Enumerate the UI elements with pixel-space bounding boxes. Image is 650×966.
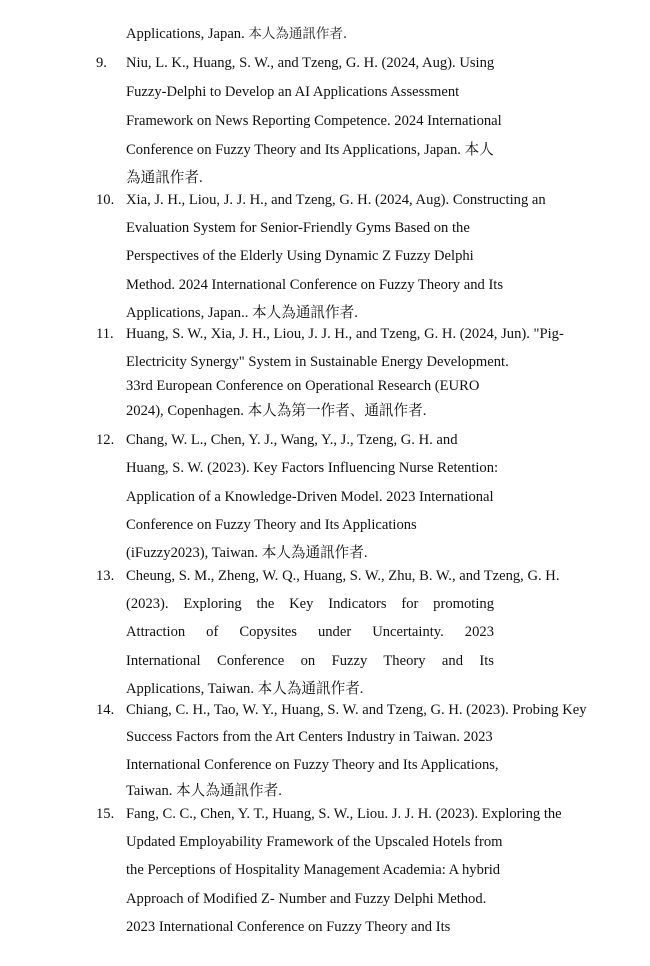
reference-number: 14. [96, 702, 115, 718]
reference-line: Huang, S. W., Xia, J. H., Liou, J. J. H., and Tzeng, G. H. (2024, Jun). "Pig- [126, 326, 564, 342]
reference-number: 9. [96, 55, 107, 71]
reference-line: Chiang, C. H., Tao, W. Y., Huang, S. W. and Tzeng, G. H. (2023). Probing Key [126, 702, 587, 718]
reference-line: (iFuzzy2023), Taiwan. 本人為通訊作者. [126, 545, 368, 561]
reference-number: 13. [96, 568, 115, 584]
reference-number: 10. [96, 192, 115, 208]
reference-line: Conference on Fuzzy Theory and Its Applications [126, 517, 417, 533]
reference-line: Electricity Synergy" System in Sustainable Energy Development. [126, 354, 509, 370]
reference-line: Conference on Fuzzy Theory and Its Applications, Japan. 本人 [126, 142, 494, 158]
reference-line: Fuzzy-Delphi to Develop an AI Applications Assessment [126, 84, 460, 100]
reference-line: Xia, J. H., Liou, J. J. H., and Tzeng, G. H. (2024, Aug). Constructing an [126, 192, 546, 208]
reference-line: Cheung, S. M., Zheng, W. Q., Huang, S. W., Zhu, B. W., and Tzeng, G. H. [126, 568, 560, 584]
reference-line: Applications, Japan.. 本人為通訊作者. [126, 305, 358, 321]
reference-line: Framework on News Reporting Competence. 2024 International [126, 113, 502, 129]
reference-line: Chang, W. L., Chen, Y. J., Wang, Y., J., Tzeng, G. H. and [126, 432, 458, 448]
reference-line: Perspectives of the Elderly Using Dynamic Z Fuzzy Delphi [126, 248, 474, 264]
reference-number: 15. [96, 806, 115, 822]
reference-line: 2023 International Conference on Fuzzy Theory and Its [126, 919, 451, 935]
reference-line: Huang, S. W. (2023). Key Factors Influencing Nurse Retention: [126, 460, 499, 476]
reference-line: Evaluation System for Senior-Friendly Gyms Based on the [126, 220, 470, 236]
author-role-note: 本人為通訊作者. [248, 26, 348, 42]
reference-line: 為通訊作者. [126, 170, 203, 186]
reference-line: Method. 2024 International Conference on Fuzzy Theory and Its [126, 277, 504, 293]
reference-line: Applications, Taiwan. 本人為通訊作者. [126, 681, 364, 697]
reference-line: the Perceptions of Hospitality Management Academia: A hybrid [126, 862, 501, 878]
reference-line: International Conference on Fuzzy Theory and Its Applications, [126, 757, 499, 773]
reference-line: Updated Employability Framework of the Upscaled Hotels from [126, 834, 503, 850]
reference-line: Attraction of Copysites under Uncertainty. 2023 [126, 624, 494, 640]
reference-number: 12. [96, 432, 115, 448]
reference-line: Taiwan. 本人為通訊作者. [126, 783, 282, 799]
reference-line: Success Factors from the Art Centers Industry in Taiwan. 2023 [126, 729, 493, 745]
reference-line: Fang, C. C., Chen, Y. T., Huang, S. W., Liou. J. J. H. (2023). Exploring the [126, 806, 562, 822]
reference-line: 33rd European Conference on Operational Research (EURO [126, 378, 480, 394]
reference-line: Approach of Modified Z- Number and Fuzzy Delphi Method. [126, 891, 487, 907]
continuation-line [126, 25, 347, 43]
reference-line: Application of a Knowledge-Driven Model. 2023 International [126, 489, 494, 505]
continuation-text: Applications, Japan. [126, 26, 249, 42]
reference-line: 2024), Copenhagen. 本人為第一作者、通訊作者. [126, 403, 427, 419]
reference-line: (2023). Exploring the Key Indicators for promoting [126, 596, 494, 612]
reference-line: Niu, L. K., Huang, S. W., and Tzeng, G. H. (2024, Aug). Using [126, 55, 495, 71]
reference-number: 11. [96, 326, 114, 342]
reference-line: International Conference on Fuzzy Theory and Its [126, 653, 494, 669]
